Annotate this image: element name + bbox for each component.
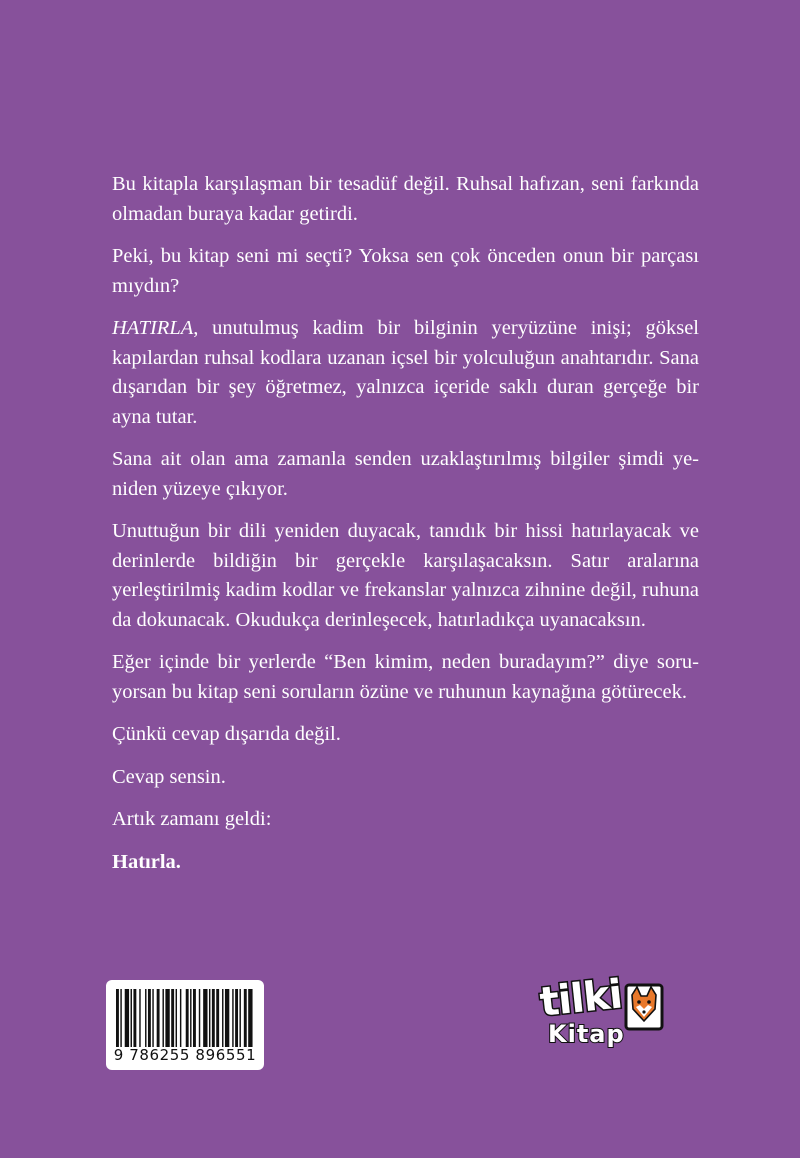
- barcode-bar: [232, 989, 233, 1047]
- blurb-paragraph-3-text: , unutulmuş kadim bir bilginin yeryüzüne inişi; göksel kapılardan ruhsal kodlara uzanan içsel bir yolculuğun anahtarıdır. Sana dışarıdan bir şey öğretmez, yalnızca içeride saklı duran gerçeğe bir ayna tutar.: [112, 317, 699, 428]
- blurb-paragraph-4: Sana ait olan ama zamanla senden uzaklaştırılmış bilgiler şimdi yeniden yüzeye çıkıyor.: [112, 448, 699, 500]
- barcode-bar: [171, 989, 174, 1047]
- barcode-bar: [239, 989, 240, 1047]
- barcode-bar: [248, 989, 252, 1047]
- barcode-bar: [165, 989, 169, 1047]
- blurb-paragraph-1: Bu kitapla karşılaşman bir tesadüf değil. Ruhsal hafızan, seni farkında olmadan buraya kadar getirdi.: [112, 173, 699, 225]
- barcode-bar: [222, 989, 223, 1047]
- barcode-bar: [125, 989, 129, 1047]
- isbn-barcode: [106, 980, 264, 1070]
- barcode-bar: [212, 989, 215, 1047]
- blurb-closing-word: Hatırla.: [112, 850, 181, 873]
- barcode-bar: [145, 989, 146, 1047]
- barcode-bar: [162, 989, 163, 1047]
- book-title-inline: HATIRLA: [112, 317, 194, 339]
- barcode-bar: [209, 989, 210, 1047]
- blurb-paragraph-8: Cevap sensin.: [112, 765, 226, 788]
- barcode-bar: [148, 989, 151, 1047]
- barcode-bar: [186, 989, 189, 1047]
- blurb-paragraph-2: Peki, bu kitap seni mi seçti? Yoksa sen çok önceden onun bir parçası mıydın?: [112, 245, 699, 297]
- barcode-bar: [152, 989, 153, 1047]
- barcode-bar: [180, 989, 181, 1047]
- publisher-logo-word-bottom: Kitap: [548, 1020, 625, 1048]
- blurb-paragraph-3: [112, 314, 699, 432]
- publisher-logo: [537, 971, 668, 1063]
- back-cover-blurb: [112, 170, 699, 890]
- blurb-paragraph-9: Artık zamanı geldi:: [112, 808, 272, 830]
- barcode-bars: [116, 989, 254, 1047]
- barcode-bar: [225, 989, 229, 1047]
- blurb-paragraph-7: Çünkü cevap dışarıda değil.: [112, 723, 341, 745]
- isbn-number: 9 786255 896551: [113, 1046, 257, 1064]
- barcode-bar: [120, 989, 121, 1047]
- barcode-bar: [199, 989, 200, 1047]
- barcode-bar: [235, 989, 238, 1047]
- barcode-bar: [116, 989, 119, 1047]
- barcode-bar: [203, 989, 207, 1047]
- barcode-bar: [176, 989, 177, 1047]
- blurb-paragraph-6: Eğer içinde bir yerlerde “Ben kimim, neden buradayım?” diye soruyorsan bu kitap seni soruların özüne ve ruhunun kaynağına götürecek.: [112, 651, 699, 703]
- barcode-bar: [193, 989, 196, 1047]
- publisher-logo-word-top: tilki: [537, 971, 624, 1026]
- barcode-bar: [157, 989, 160, 1047]
- barcode-bar: [190, 989, 191, 1047]
- barcode-bar: [139, 989, 140, 1047]
- barcode-bar: [133, 989, 136, 1047]
- barcode-bar: [131, 989, 132, 1047]
- fox-icon: [622, 981, 666, 1033]
- blurb-paragraph-5: Unuttuğun bir dili yeniden duyacak, tanıdık bir hissi hatırlayacak ve derinlerde bildiğin bir gerçekle karşılaşacaksın. Satır aralarına yerleştirilmiş kadim kodlar ve frekanslar yalnızca zihnine değil, ruhuna da dokunacak. Okudukça derinleşecek, hatırladıkça uyanacaksın.: [112, 520, 699, 631]
- barcode-bar: [216, 989, 219, 1047]
- barcode-bar: [244, 989, 247, 1047]
